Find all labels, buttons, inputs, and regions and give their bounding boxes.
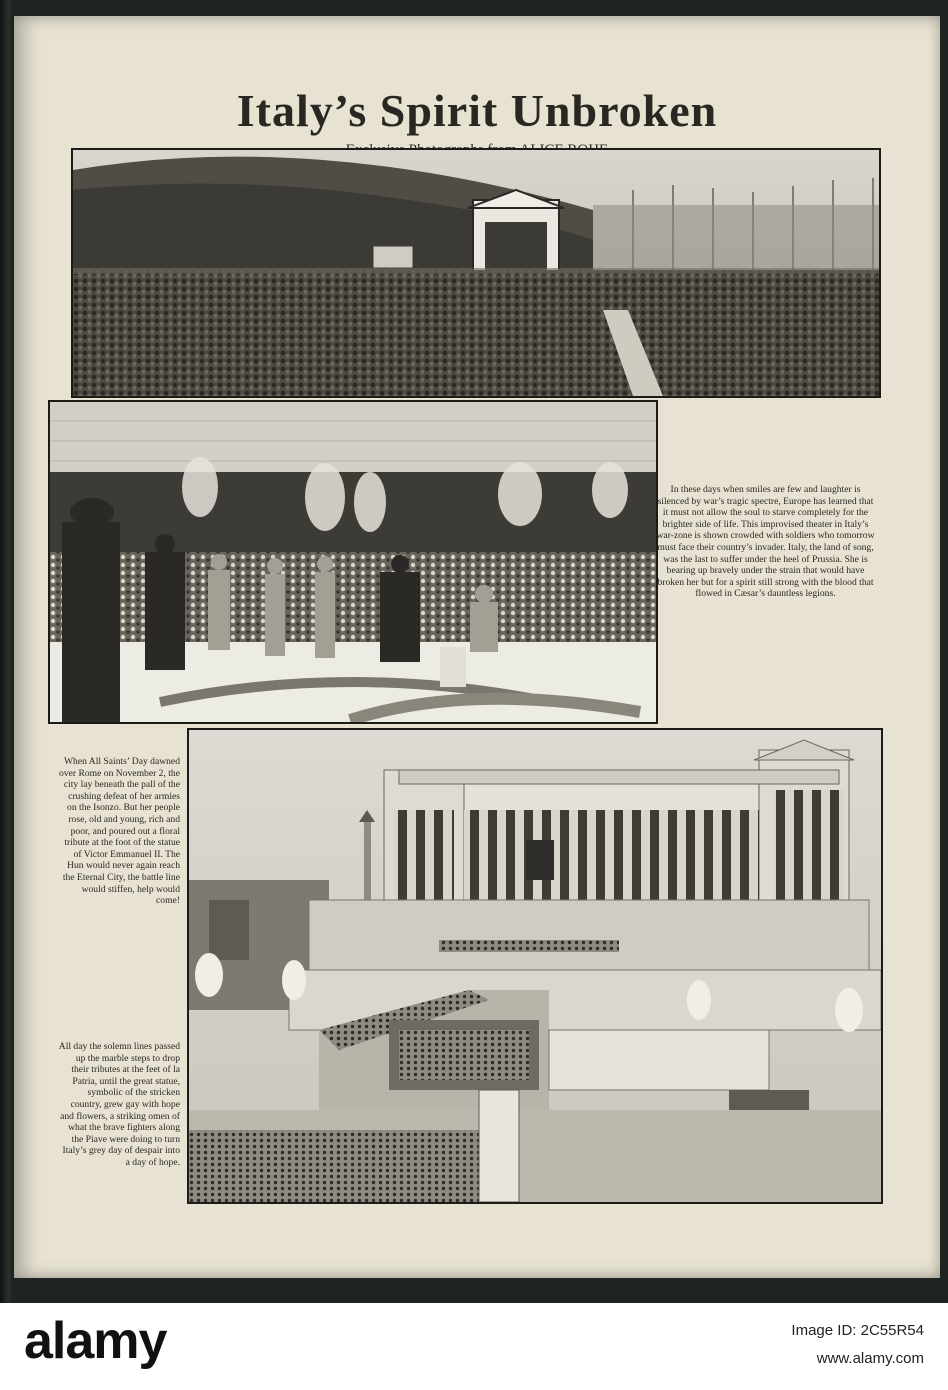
photo-victor-emmanuel-monument xyxy=(187,728,883,1204)
book-binding xyxy=(0,0,14,1303)
photo-floral-tribute-image xyxy=(50,402,656,722)
alamy-logo: alamy xyxy=(24,1312,167,1370)
page-title: Italy’s Spirit Unbroken xyxy=(236,85,718,136)
image-id-label: Image ID: 2C55R54 xyxy=(791,1322,924,1339)
photo-floral-tribute xyxy=(48,400,658,724)
caption-all-saints-day: When All Saints’ Day dawned over Rome on November 2, the city lay beneath the pall of the crushing defeat of her armies on the Isonzo. But her people rose, old and young, rich and poor, and poured out a floral tribute at the foot of the statue of Victor Emmanuel II. The Hun would never again reach the Eternal City, the battle line would stiffen, help would come! xyxy=(59,756,180,907)
photo-monument-image xyxy=(189,730,881,1202)
photo-theater-crowd xyxy=(71,148,881,398)
photo-theater-crowd-image xyxy=(73,150,879,396)
caption-tributes: All day the solemn lines passed up the marble steps to drop their tributes at the feet of la Patria, until the great statue, symbolic of the stricken country, grew gay with hope and flowers, a striking omen of what the brave fighters along the Piave were doing to turn Italy’s grey day of despair into a day of hope. xyxy=(58,1041,180,1168)
alamy-url: www.alamy.com xyxy=(816,1350,924,1367)
magazine-page xyxy=(14,16,940,1278)
caption-theater: In these days when smiles are few and laughter is silenced by war’s tragic spectre, Europe has learned that it must not allow the soul to starve completely for the brighter side of life. This improvised theater in Italy’s war-zone is shown crowded with soldiers who tomorrow must face their country’s invader. Italy, the land of song, was the last to suffer under the heel of Prussia. She is bearing up bravely under the strain that would have broken her but for a spirit still strong with the blood that flowed in Cæsar’s dauntless legions. xyxy=(656,484,875,600)
